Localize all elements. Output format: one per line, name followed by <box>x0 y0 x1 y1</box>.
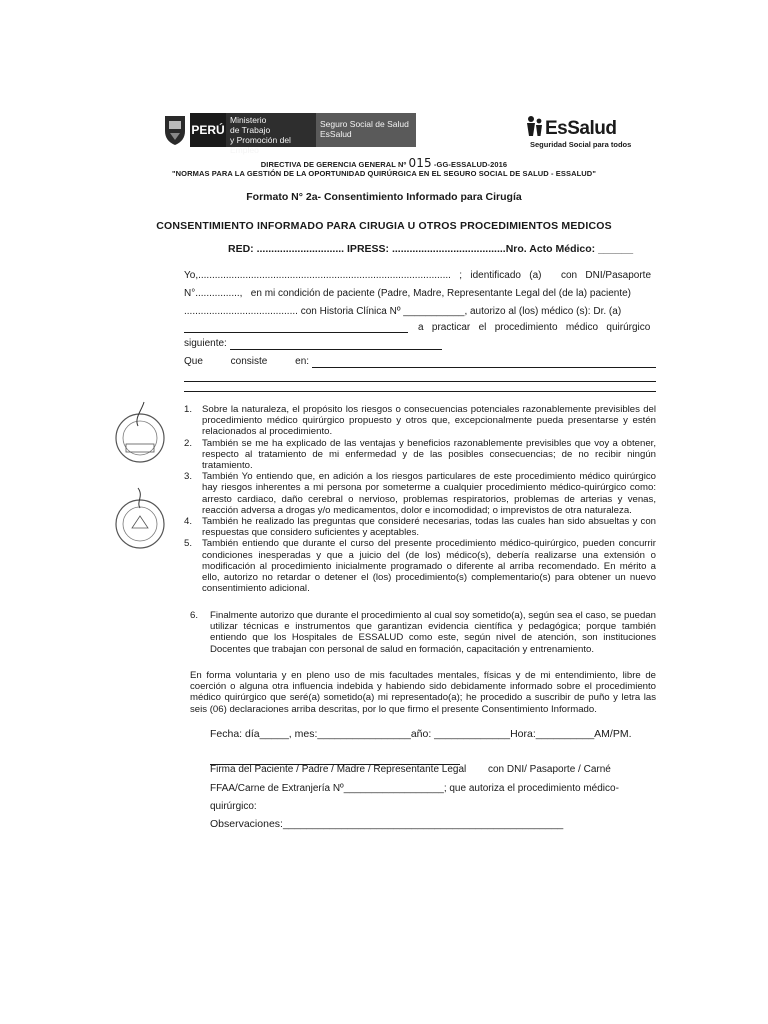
essalud-brand: EsSalud <box>545 118 617 139</box>
ffaa-line: FFAA/Carne de Extranjería Nº__________________; que autoriza el procedimiento médico- <box>210 783 619 794</box>
dni-label: con DNI/ Pasaporte / Carné <box>488 764 611 775</box>
historia-line: ......................................... con Historia Clínica Nº ___________, autorizo al (los) médico (s): Dr. (a) <box>184 306 622 317</box>
list-item: 3. También Yo entiendo que, en adición a los riesgos particulares de este procedimiento médico quirúrgico hay riesgos inherentes a mi persona por someterme a cualquier procedimiento médico-quirúrgico como: arresto cardiaco, daño cerebral o nervioso, problemas respiratorios, problemas de arterias y venas, reacción adversa a drogas y/o medicamentos, dolor e incomodidad; o imprevistos de otra naturaleza. <box>184 471 656 516</box>
siguiente-label: siguiente: <box>184 338 227 349</box>
declarations-list <box>184 404 656 594</box>
quirurgico-label: quirúrgico: <box>210 801 257 812</box>
blank-line <box>184 391 656 392</box>
yo-line: Yo,........................................................................................... ; identificado (a) con DNI/Pasaporte <box>184 270 652 281</box>
ministerio-label: Ministerio de Trabajo y Promoción del Empleo <box>226 113 316 147</box>
blank-line <box>184 381 656 382</box>
list-item: 5. También entiendo que durante el curso del presente procedimiento médico-quirúrgico, pueden concurrir condiciones inesperadas y que a juicio del (de los) médico(s), debería realizarse una extensión o modificación al procedimiento inicialmente programado o diferente al arriba recomendado. En mérito a ello, autorizo no retardar o detener el (los) procedimiento(s) complementario(s) para obtener un nuevo consentimiento adicional. <box>184 538 656 595</box>
firma-label: Firma del Paciente / Padre / Madre / Representante Legal <box>210 764 467 775</box>
consiste-label: Que consiste en: <box>184 356 310 367</box>
doctor-blank-line <box>184 332 408 333</box>
list-item: 1. Sobre la naturaleza, el propósito los riesgos o consecuencias potenciales razonablemente previsibles del procedimiento médico quirúrgico propuesto y otros que, excepcionalmente pueda presentarse y estén relacionados al procedimiento. <box>184 404 656 438</box>
observaciones-line: Observaciones:________________________________________________ <box>210 818 564 830</box>
directiva-header: DIRECTIVA DE GERENCIA GENERAL Nº 015 -GG-ESSALUD-2016 "NORMAS PARA LA GESTIÓN DE LA OPORTUNIDAD QUIRÚRGICA EN EL SEGURO SOCIAL DE SALUD - ESSALUD" <box>172 156 596 178</box>
siguiente-blank-line <box>230 349 442 350</box>
fecha-line: Fecha: día_____, mes:________________año: _____________Hora:__________AM/PM. <box>210 728 632 740</box>
seguro-social-label: Seguro Social de Salud EsSalud <box>316 113 416 147</box>
formato-title: Formato N° 2a- Consentimiento Informado para Cirugía <box>246 191 522 203</box>
peru-label: PERÚ <box>190 113 226 147</box>
red-ipress-line: RED: .............................. IPRESS: .......................................Nro. Acto Médico: ______ <box>228 243 634 255</box>
list-item: 2. También se me ha explicado de las ventajas y beneficios razonablemente previsibles que voy a obtener, respecto al tratamiento de mi enfermedad y de las posibles consecuencias; de no recibir ningún tratamiento. <box>184 437 656 472</box>
page-title: CONSENTIMIENTO INFORMADO PARA CIRUGIA U OTROS PROCEDIMIENTOS MEDICOS <box>156 220 612 232</box>
n-line: N°................, en mi condición de paciente (Padre, Madre, Representante Legal del (de la) paciente) <box>184 288 632 299</box>
essalud-tagline: Seguridad Social para todos <box>530 140 632 149</box>
seal-stamp-icon <box>108 398 168 468</box>
practicar-line: a practicar el procedimiento médico quirúrgico <box>418 322 651 333</box>
consiste-blank-line <box>312 367 656 368</box>
closing-paragraph: En forma voluntaria y en pleno uso de mis facultades mentales, físicas y de mi entendimiento, libre de coerción o alguna otra influencia indebida y habiendo sido debidamente informado sobre el procedimiento médico quirúrgico que seré(a) sometido(a) mi representado(a); he procedido a suscribir de puño y letra las seis (06) declaraciones arriba descritas, por lo que firmo el presente Consentimiento Informado. <box>190 670 656 715</box>
list-item: 6. Finalmente autorizo que durante el procedimiento al cual soy sometido(a), según sea el caso, se puedan utilizar técnicas e instrumentos que garantizan evidencia científica y pedagógica; porque también entiendo que los Hospitales de ESSALUD como este, según nivel de atención, son instituciones Docentes que trabajan con personal de salud en formación, capacitación y entrenamiento. <box>190 610 656 655</box>
seal-stamp-icon <box>108 486 168 556</box>
list-item: 4. También he realizado las preguntas que consideré necesarias, todas las cuales han sido absueltas y con respuestas que considero suficientes y aceptables. <box>184 516 656 539</box>
peru-shield-icon <box>162 113 188 147</box>
